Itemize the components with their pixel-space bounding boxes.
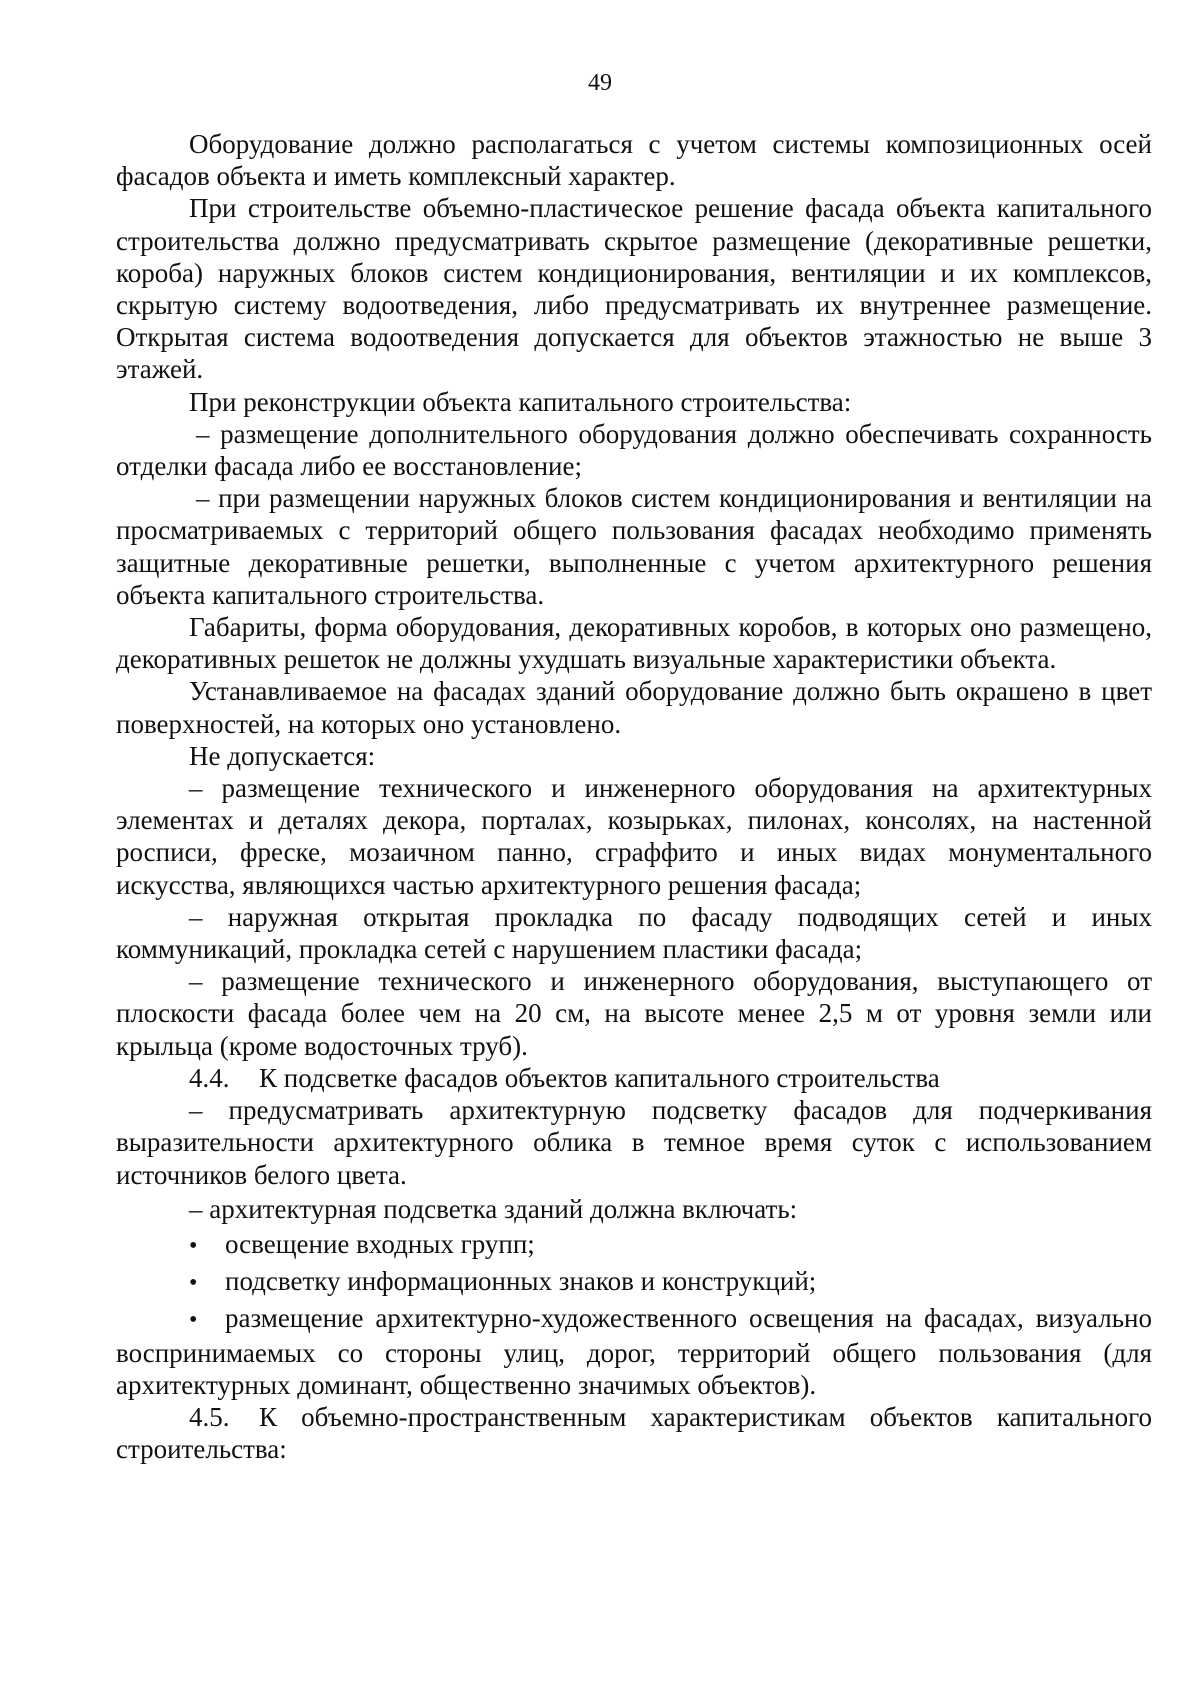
bullet-item [116,1228,1152,1262]
bullet-icon: • [189,1232,198,1259]
bullet-text: освещение входных групп; [225,1228,535,1259]
paragraph-reconstruction-intro: При реконструкции объекта капитального строительства: [189,386,852,417]
section-4-5 [116,1401,1152,1465]
paragraph-not-allowed-decor: – размещение технического и инженерного оборудования на архитектурных элементах и деталях декора, порталах, козырьках, пилонах, консолях, на настенной росписи, фреске, мозаичном панно, сграффито и иных видах монументального искусства, являющихся частью архитектурного решения фасада; [116,773,1152,900]
paragraph-not-allowed-protrusion: – размещение технического и инженерного оборудования, выступающего от плоскости фасада более чем на 20 см, на высоте менее 2,5 м от уровня земли или крыльца (кроме водосточных труб). [116,966,1152,1061]
bullet-text: размещение архитектурно-художественного освещения на фасадах, визуально воспринимаемых со стороны улиц, дорог, территорий общего пользования (для архитектурных доминант, общественно значимых объектов). [116,1303,1152,1400]
paragraph-not-allowed-networks: – наружная открытая прокладка по фасаду подводящих сетей и иных коммуникаций, прокладка сетей с нарушением пластики фасада; [116,901,1152,965]
paragraph-not-allowed-heading: Не допускается: [189,740,376,771]
bullet-item-long [116,1302,1152,1401]
document-body [116,128,1152,1465]
section-title: К объемно-пространственным характеристикам объектов капитального строительства: [116,1401,1152,1465]
bullet-text: подсветку информационных знаков и конструкций; [225,1266,817,1297]
paragraph-lighting-provide: – предусматривать архитектурную подсветку фасадов для подчеркивания выразительности архитектурного облика в темное время суток с использованием источников белого цвета. [116,1095,1152,1190]
bullet-icon: • [189,1270,198,1297]
section-number: 4.5. [189,1401,230,1432]
paragraph-dimensions: Габариты, форма оборудования, декоративных коробов, в которых оно размещено, декоративных решеток не должны ухудшать визуальные характеристики объекта. [116,612,1152,675]
paragraph-outdoor-units: – при размещении наружных блоков систем кондиционирования и вентиляции на просматриваемых с территорий общего пользования фасадах необходимо применять защитные декоративные решетки, выполненные с учетом архитектурного решения объекта капитального строительства. [116,483,1152,610]
paragraph-construction-facade: При строительстве объемно-пластическое решение фасада объекта капитального строительства должно предусматривать скрытое размещение (декоративные решетки, короба) наружных блоков систем кондиционирования, вентиляции и их комплексов, скрытую систему водоотведения, либо предусматривать их внутреннее размещение. Открытая система водоотведения допускается для объектов этажностью не выше 3 этажей. [116,193,1152,385]
section-4-4 [116,1062,1152,1094]
section-title: К подсветке фасадов объектов капитального строительства [259,1062,940,1093]
paragraph-equipment-axes: Оборудование должно располагаться с учетом системы композиционных осей фасадов объекта и иметь комплексный характер. [116,129,1152,192]
section-number: 4.4. [189,1062,230,1093]
paragraph-lighting-include: – архитектурная подсветка зданий должна включать: [189,1193,798,1224]
paragraph-paint-color: Устанавливаемое на фасадах зданий оборудование должно быть окрашено в цвет поверхностей, на которых оно установлено. [116,676,1152,739]
bullet-icon: • [189,1307,198,1334]
page-number: 49 [588,70,612,96]
paragraph-additional-equipment: – размещение дополнительного оборудования должно обеспечивать сохранность отделки фасада либо ее восстановление; [116,418,1152,482]
bullet-item [116,1265,1152,1299]
